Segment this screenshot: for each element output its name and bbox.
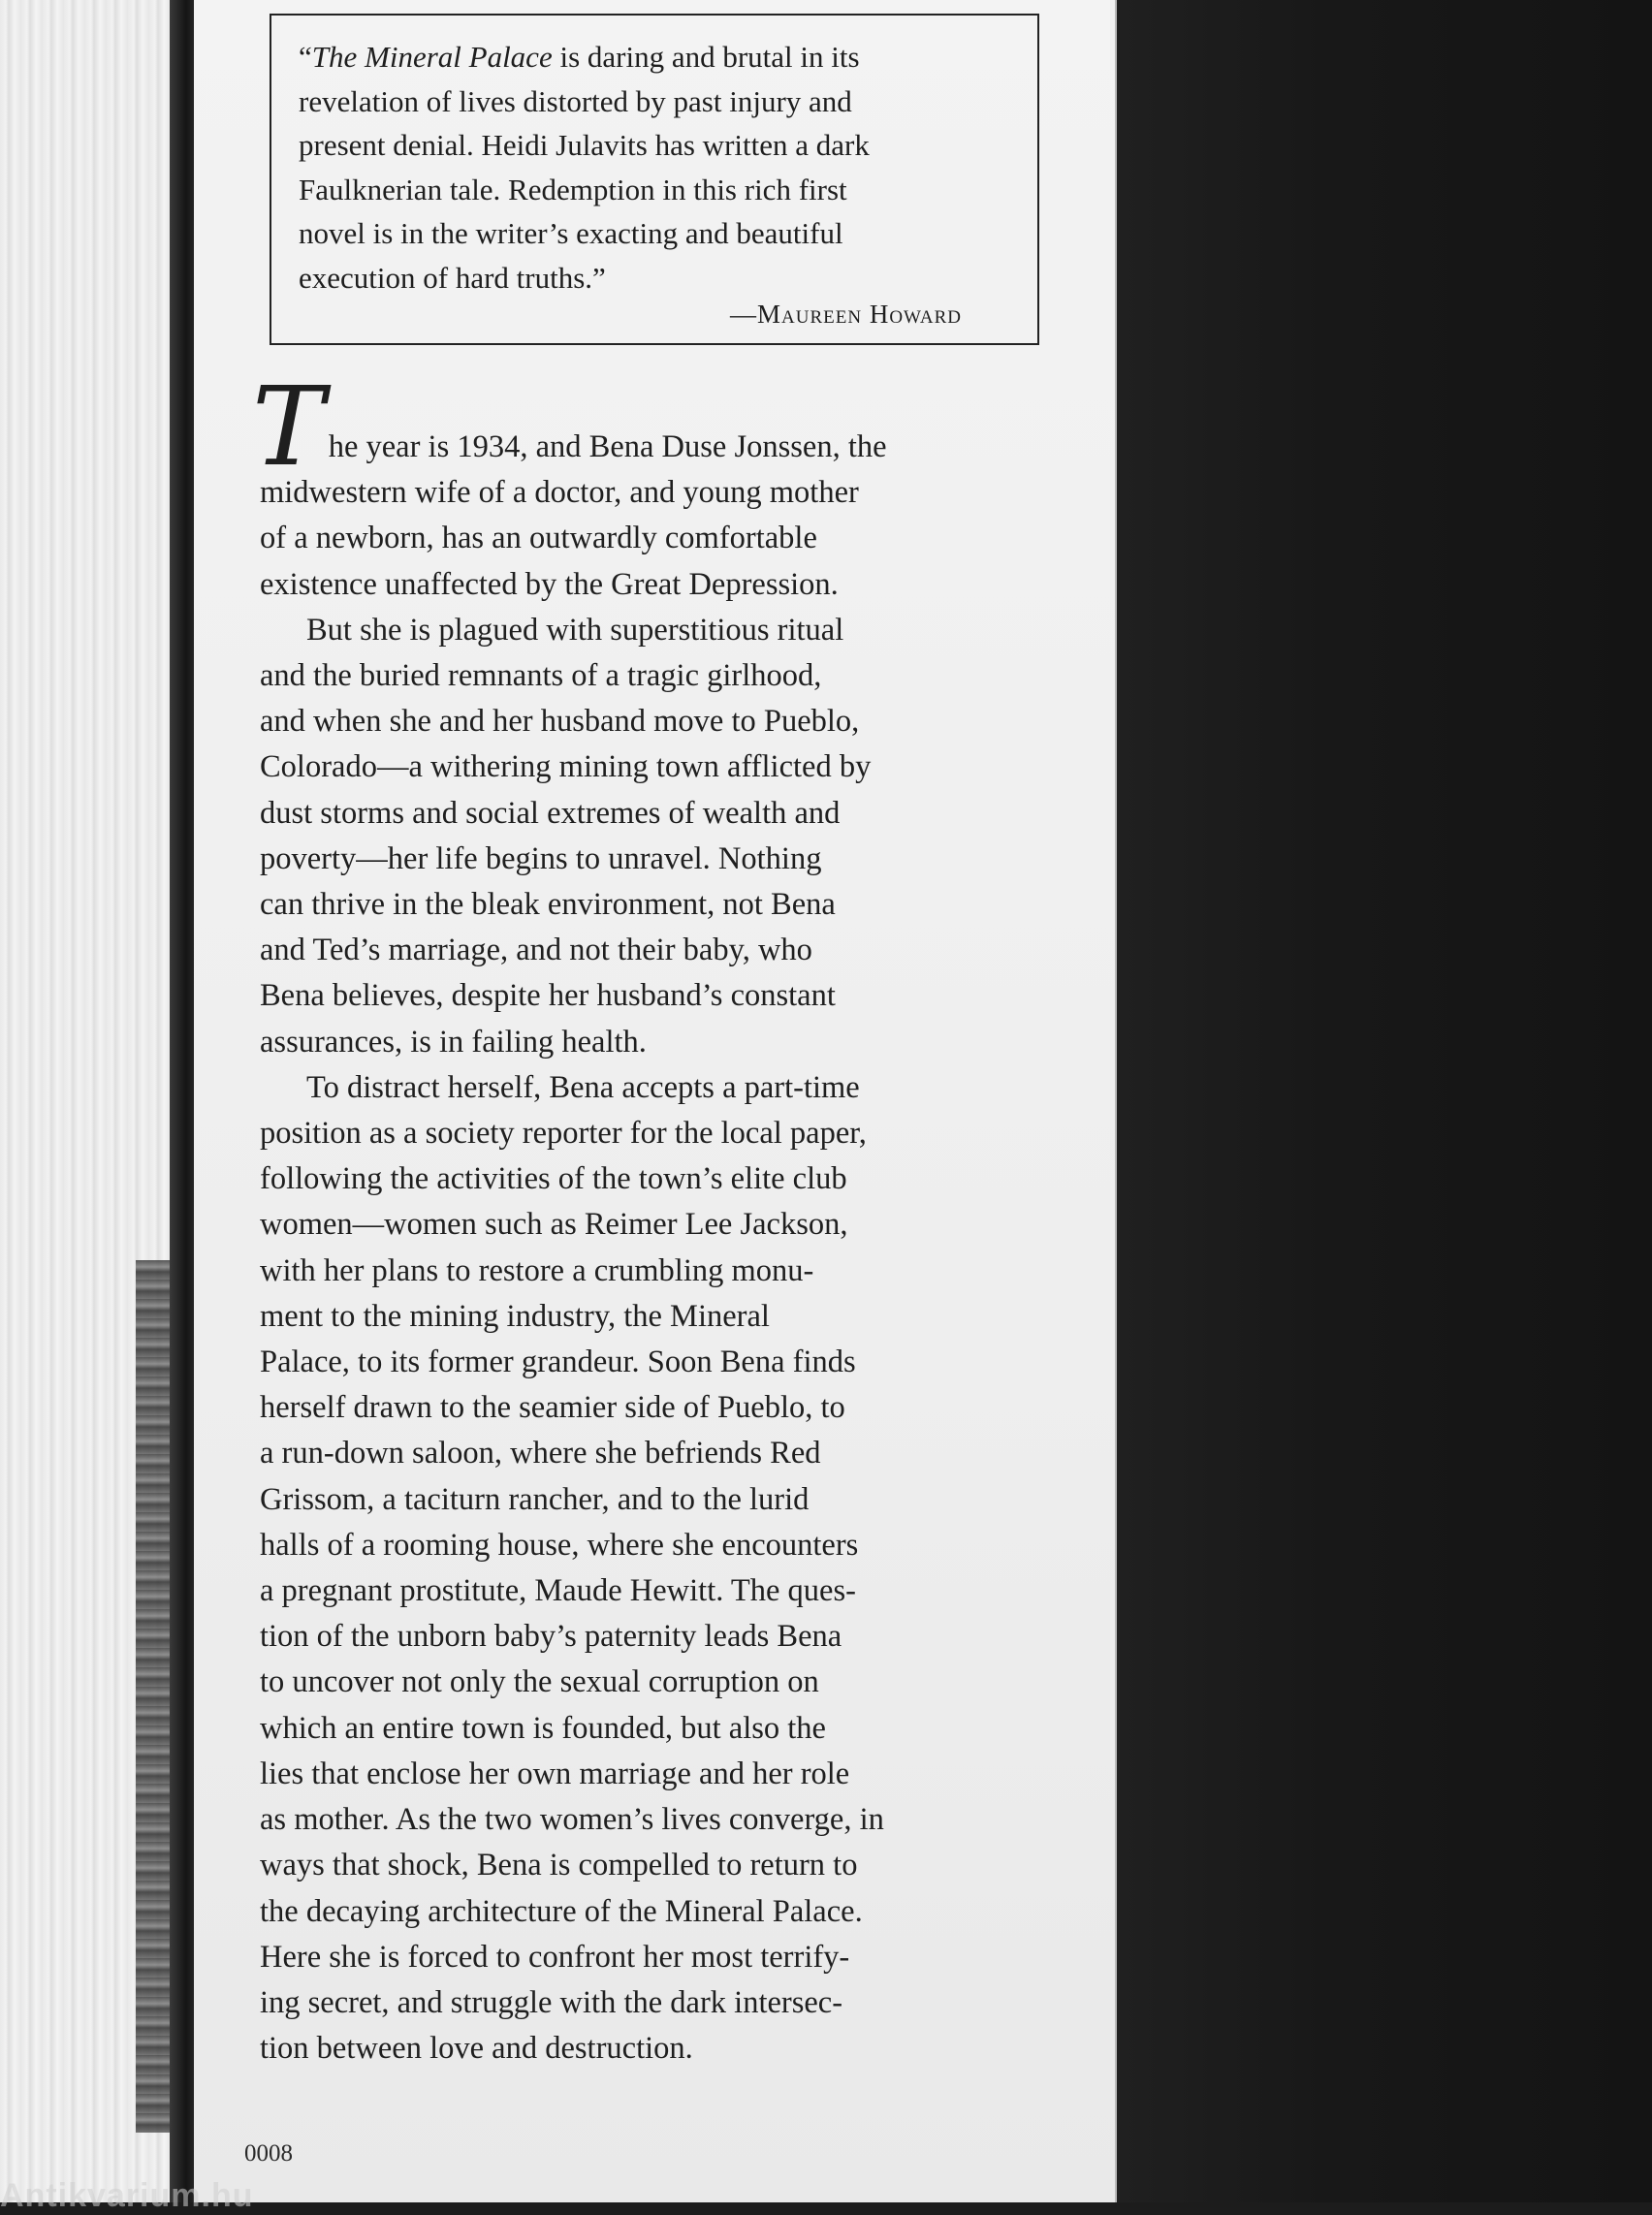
dark-background bbox=[1115, 0, 1652, 2202]
paragraph-1: T he year is 1934, and Bena Duse Jonssen, the midwestern wife of a doctor, and young mother of a newborn, has an outwardly comfortable existence unaffected by the Great Depression. bbox=[252, 364, 887, 602]
blurb-quote: “The Mineral Palace is daring and brutal in its revelation of lives distorted by past injury and present denial. Heidi Julavits has written a dark Faulknerian tale. Redemption in this rich first novel is in the writer’s exacting and beautiful execution of hard truths.” bbox=[299, 40, 870, 295]
book-edge bbox=[170, 0, 197, 2202]
paragraph-3: To distract herself, Bena accepts a part-time position as a society reporter for the local paper, following the activities of the town’s elite club women—women such as Reimer Lee Jackson, with her plans to restore a crumbling monu- ment to the mining industry, the Mineral Palace, to its former grandeur. Soon Bena finds herself drawn to the seamier side of Pueblo, to a run-down saloon, where she befriends Red Grissom, a taciturn rancher, and to the lurid halls of a rooming house, where she encounters a pregnant prostitute, Maude Hewitt. The ques- tion of the unborn baby’s paternity leads Bena to uncover not only the sexual corruption on which an entire town is founded, but also the lies that enclose her own marriage and her role as mother. As the two women’s lives converge, in ways that shock, Bena is compelled to return to the decaying architecture of the Mineral Palace. Here she is forced to confront her most terrify- ing secret, and struggle with the dark intersec- tion between love and destruction. bbox=[260, 1069, 884, 2067]
blurb-attribution: —Maureen Howard bbox=[730, 300, 962, 329]
drop-cap: T bbox=[252, 364, 325, 490]
book-spine-artwork bbox=[136, 1260, 175, 2133]
flap-description bbox=[252, 364, 1035, 2072]
page-code: 0008 bbox=[244, 2140, 293, 2167]
watermark: Antikvarium.hu bbox=[0, 2177, 254, 2214]
paragraph-2: But she is plagued with superstitious ritual and the buried remnants of a tragic girlhood, and when she and her husband move to Pueblo, Colorado—a withering mining town afflicted by dust storms and social extremes of wealth and poverty—her life begins to unravel. Nothing can thrive in the bleak environment, not Bena and Ted’s marriage, and not their baby, who Bena believes, despite her husband’s constant assurances, is in failing health. bbox=[260, 612, 872, 1060]
book-title: The Mineral Palace bbox=[311, 40, 553, 74]
blurb-box bbox=[270, 14, 1039, 345]
